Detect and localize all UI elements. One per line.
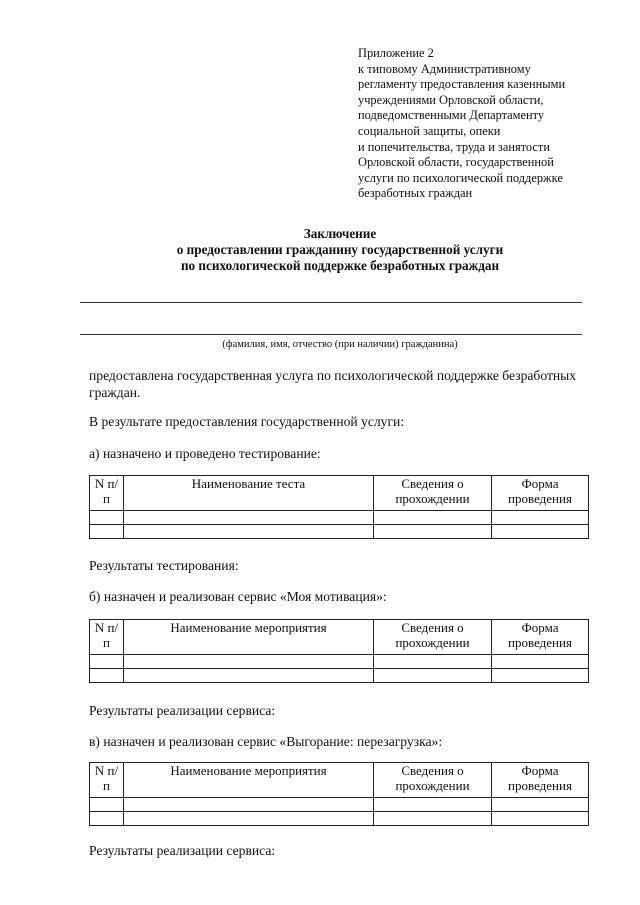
table-cell (492, 511, 589, 525)
section-b-title: б) назначен и реализован сервис «Моя мотивация»: (89, 589, 387, 604)
table-cell (90, 655, 124, 669)
table-cell (374, 798, 492, 812)
appendix-line: и попечительства, труда и занятости (358, 139, 550, 154)
name-blank-line (80, 334, 582, 335)
table-cell (124, 655, 374, 669)
section-a-results: Результаты тестирования: (89, 558, 239, 573)
appendix-line: подведомственными Департаменту (358, 108, 545, 123)
header-name: Наименование мероприятия (124, 763, 374, 798)
header-number: N п/п (90, 476, 124, 511)
intro-line: предоставлена государственная услуга по психологической поддержке безработных (89, 368, 577, 383)
table-cell (124, 812, 374, 826)
table-row (90, 525, 589, 539)
table-cell (90, 798, 124, 812)
table-cell (374, 655, 492, 669)
table-cell (374, 812, 492, 826)
appendix-line: услуги по психологической поддержке (358, 170, 563, 185)
appendix-block (358, 46, 618, 202)
header-form: Форма проведения (492, 620, 589, 655)
table-cell (90, 812, 124, 826)
tests-table (89, 475, 589, 539)
appendix-line: регламенту предоставления казенными (358, 77, 566, 92)
section-a-title: а) назначено и проведено тестирование: (89, 446, 321, 461)
table-cell (492, 655, 589, 669)
table-cell (492, 669, 589, 683)
appendix-line: безработных граждан (358, 186, 473, 201)
table-row (90, 812, 589, 826)
table-cell (90, 511, 124, 525)
table-header-row (90, 620, 589, 655)
header-name: Наименование теста (124, 476, 374, 511)
table-row (90, 511, 589, 525)
table-row (90, 798, 589, 812)
document-title (60, 226, 620, 274)
table-cell (124, 525, 374, 539)
appendix-line: учреждениями Орловской области, (358, 92, 544, 107)
title-line: по психологической поддержке безработных граждан (180, 258, 500, 273)
name-blank-line (80, 302, 582, 303)
header-form: Форма проведения (492, 476, 589, 511)
table-cell (492, 525, 589, 539)
intro-line: граждан. (89, 385, 141, 400)
table-cell (374, 669, 492, 683)
burnout-table (89, 762, 589, 826)
appendix-line: Орловской области, государственной (358, 155, 554, 170)
header-info: Сведения о прохождении (374, 620, 492, 655)
motivation-table (89, 619, 589, 683)
header-number: N п/п (90, 620, 124, 655)
appendix-line: к типовому Административному (358, 61, 531, 76)
table-row (90, 669, 589, 683)
table-cell (90, 525, 124, 539)
table-header-row (90, 476, 589, 511)
header-name: Наименование мероприятия (124, 620, 374, 655)
table-cell (492, 812, 589, 826)
header-info: Сведения о прохождении (374, 476, 492, 511)
table-cell (90, 669, 124, 683)
header-number: N п/п (90, 763, 124, 798)
table-header-row (90, 763, 589, 798)
section-c-results: Результаты реализации сервиса: (89, 843, 276, 858)
name-caption: (фамилия, имя, отчество (при наличии) гражданина) (222, 339, 458, 350)
table-cell (124, 511, 374, 525)
table-cell (374, 525, 492, 539)
table-cell (492, 798, 589, 812)
table-row (90, 655, 589, 669)
section-b-results: Результаты реализации сервиса: (89, 703, 276, 718)
header-info: Сведения о прохождении (374, 763, 492, 798)
section-c-title: в) назначен и реализован сервис «Выгорание: перезагрузка»: (89, 734, 443, 749)
appendix-line: Приложение 2 (358, 46, 434, 60)
appendix-line: социальной защиты, опеки (358, 123, 501, 138)
result-intro: В результате предоставления государственной услуги: (89, 414, 405, 429)
title-line: Заключение (303, 226, 377, 241)
title-line: о предоставлении гражданину государственной услуги (176, 242, 504, 257)
table-cell (374, 511, 492, 525)
header-form: Форма проведения (492, 763, 589, 798)
table-cell (124, 669, 374, 683)
table-cell (124, 798, 374, 812)
